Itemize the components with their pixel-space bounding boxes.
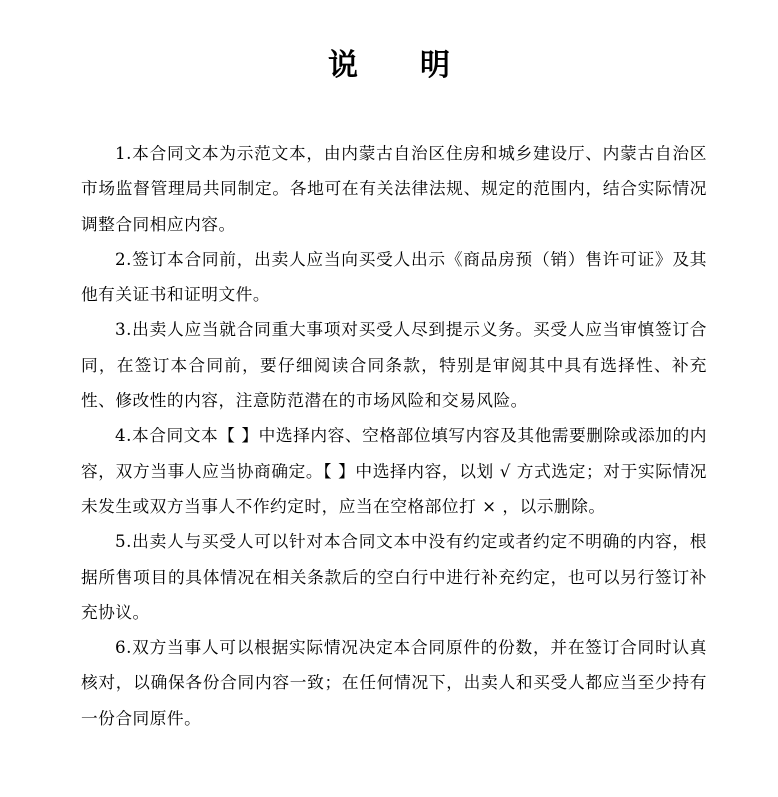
- paragraph-5: 5.出卖人与买受人可以针对本合同文本中没有约定或者约定不明确的内容，根据所售项目的具体情况在相关条款后的空白行中进行补充约定，也可以另行签订补充协议。: [81, 531, 707, 622]
- paragraph-4: 4.本合同文本【 】中选择内容、空格部位填写内容及其他需要删除或添加的内容，双方当事人应当协商确定。【 】中选择内容，以划 √ 方式选定；对于实际情况未发生或双方当事人不作约定时，应当在空格部位打 × ，以示删除。: [81, 425, 707, 516]
- paragraph-6: 6.双方当事人可以根据实际情况决定本合同原件的份数，并在签订合同时认真核对，以确保各份合同内容一致；在任何情况下，出卖人和买受人都应当至少持有一份合同原件。: [81, 637, 707, 728]
- document-body: [81, 136, 707, 736]
- paragraph-3: 3.出卖人应当就合同重大事项对买受人尽到提示义务。买受人应当审慎签订合同，在签订本合同前，要仔细阅读合同条款，特别是审阅其中具有选择性、补充性、修改性的内容，注意防范潜在的市场风险和交易风险。: [81, 319, 707, 411]
- paragraph-1: 1.本合同文本为示范文本，由内蒙古自治区住房和城乡建设厅、内蒙古自治区市场监督管理局共同制定。各地可在有关法律法规、规定的范围内，结合实际情况调整合同相应内容。: [81, 143, 707, 234]
- paragraph-2: 2.签订本合同前，出卖人应当向买受人出示《商品房预（销）售许可证》及其他有关证书和证明文件。: [81, 248, 707, 305]
- document-title: 说明: [328, 48, 512, 83]
